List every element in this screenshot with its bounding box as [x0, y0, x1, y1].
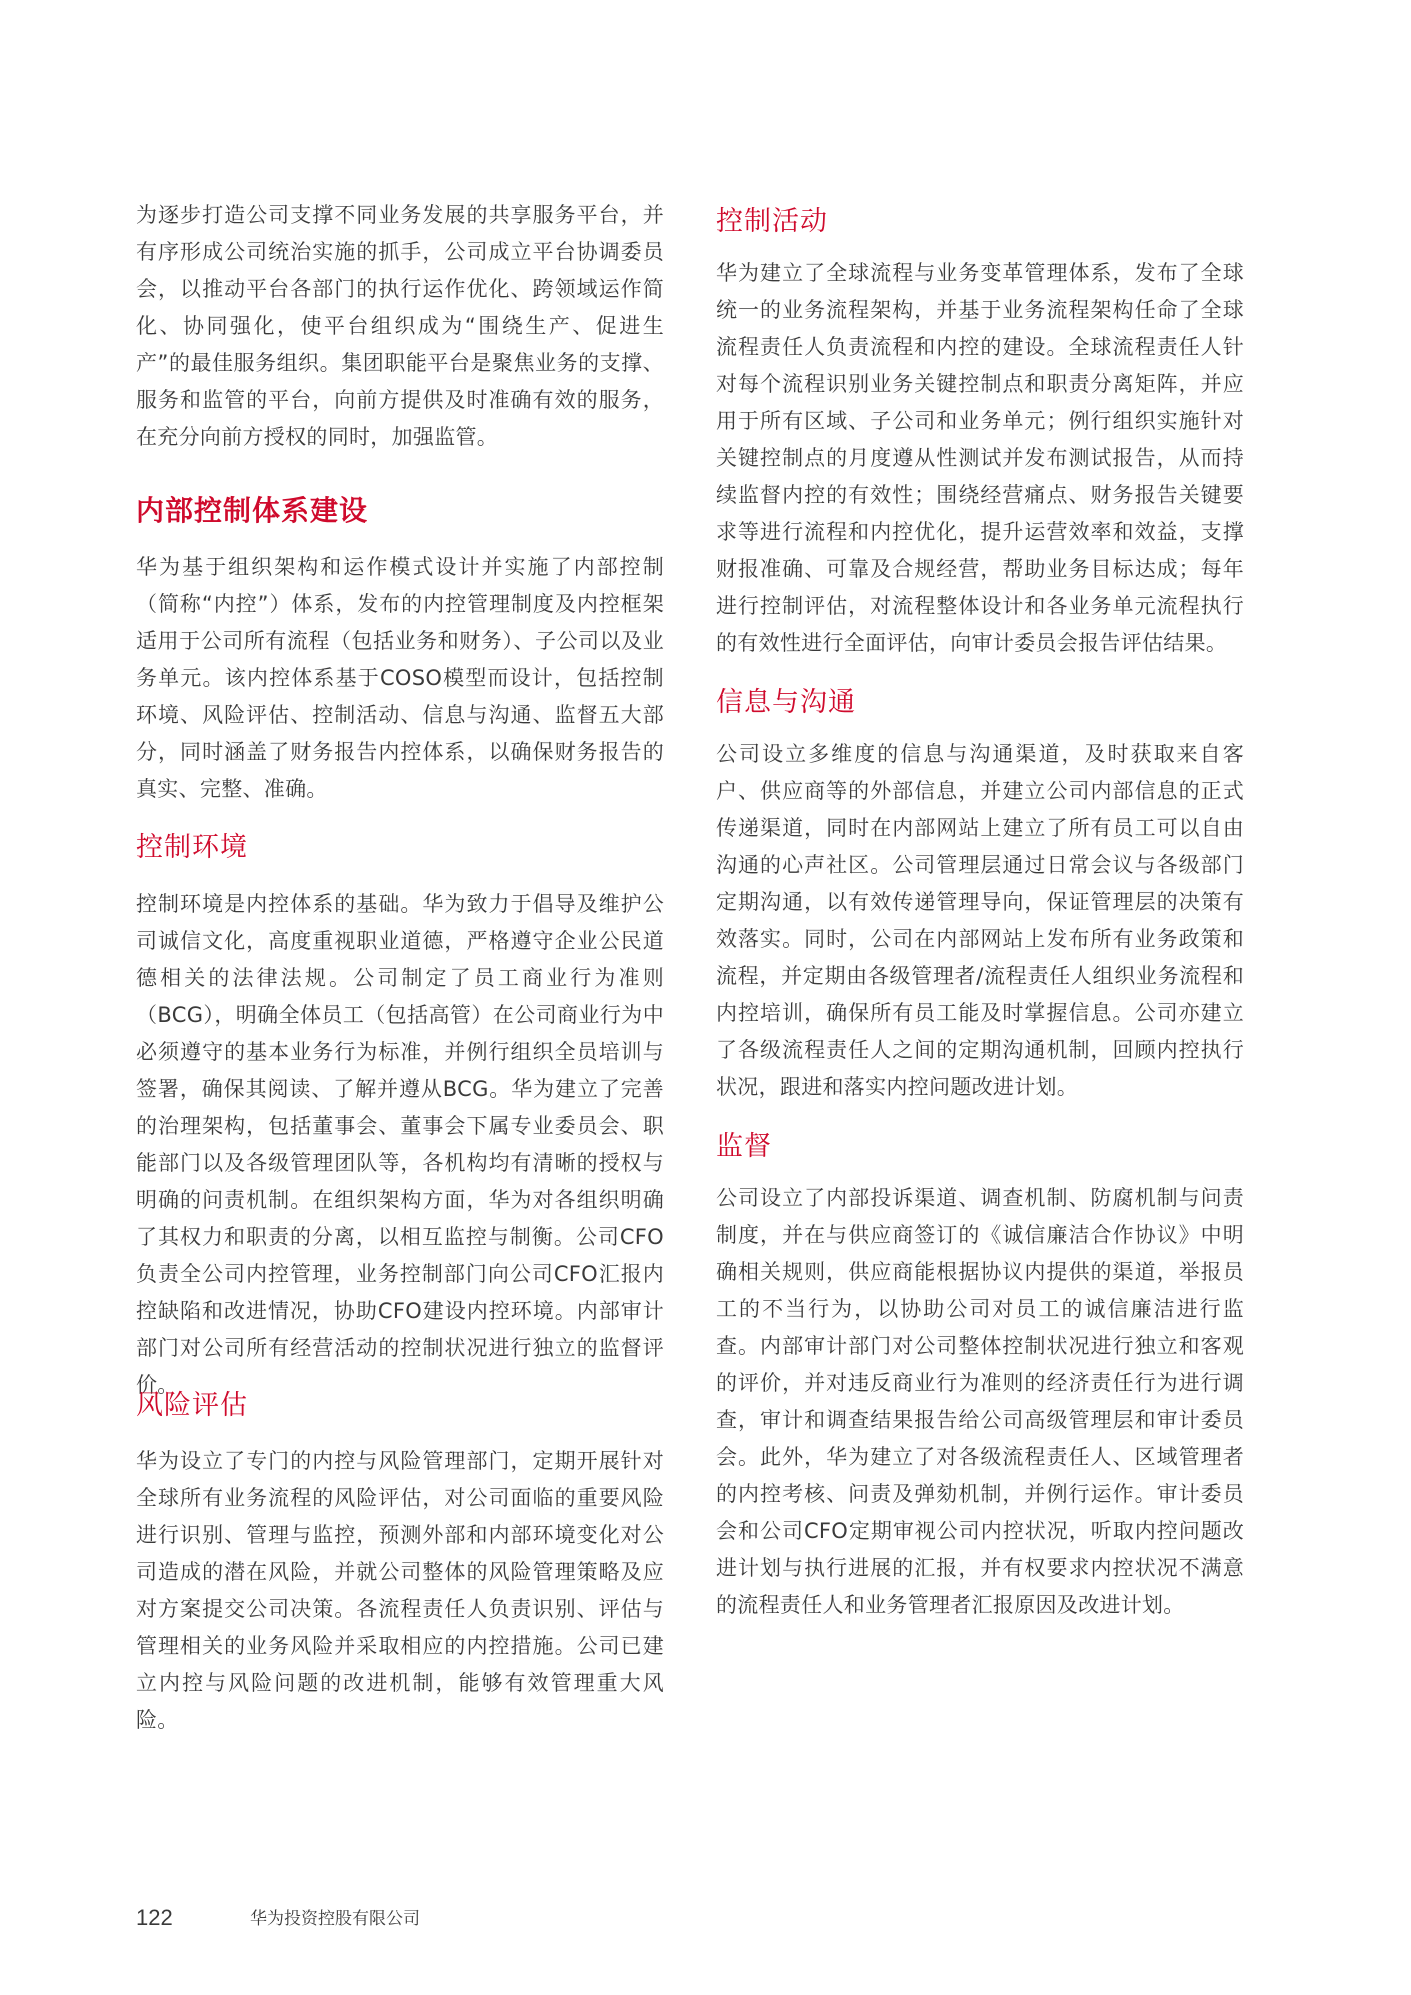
intro-paragraph: 为逐步打造公司支撑不同业务发展的共享服务平台，并有序形成公司统治实施的抓手，公司成立平台协调委员会，以推动平台各部门的执行运作优化、跨领域运作简化、协同强化，使平台组织成为“围绕生产、促进生产”的最佳服务组织。集团职能平台是聚焦业务的支撑、服务和监管的平台，向前方提供及时准确有效的服务，在充分向前方授权的同时，加强监管。 [136, 203, 664, 449]
control-activities-heading-block [716, 202, 1244, 242]
page-number: 122 [136, 1905, 173, 1930]
intro-block [136, 197, 664, 456]
information-communication-paragraph: 公司设立多维度的信息与沟通渠道，及时获取来自客户、供应商等的外部信息，并建立公司内部信息的正式传递渠道，同时在内部网站上建立了所有员工可以自由沟通的心声社区。公司管理层通过日常会议与各级部门定期沟通，以有效传递管理导向，保证管理层的决策有效落实。同时，公司在内部网站上发布所有业务政策和流程，并定期由各级管理者/流程责任人组织业务流程和内控培训，确保所有员工能及时掌握信息。公司亦建立了各级流程责任人之间的定期沟通机制，回顾内控执行状况，跟进和落实内控问题改进计划。 [716, 742, 1244, 1099]
section-heading-control-environment: 控制环境 [136, 832, 248, 863]
information-communication-heading-block [716, 683, 1244, 723]
risk-assessment-body-block [136, 1443, 664, 1739]
control-environment-body-block [136, 886, 664, 1404]
control-activities-body-block [716, 255, 1244, 662]
control-environment-heading-block [136, 828, 664, 868]
supervision-paragraph: 公司设立了内部投诉渠道、调查机制、防腐机制与问责制度，并在与供应商签订的《诚信廉洁合作协议》中明确相关规则，供应商能根据协议内提供的渠道，举报员工的不当行为，以协助公司对员工的诚信廉洁进行监查。内部审计部门对公司整体控制状况进行独立和客观的评价，并对违反商业行为准则的经济责任行为进行调查，审计和调查结果报告给公司高级管理层和审计委员会。此外，华为建立了对各级流程责任人、区域管理者的内控考核、问责及弹劾机制，并例行运作。审计委员会和公司CFO定期审视公司内控状况，听取内控问题改进计划与执行进展的汇报，并有权要求内控状况不满意的流程责任人和业务管理者汇报原因及改进计划。 [716, 1186, 1244, 1617]
internal-control-section [136, 491, 664, 531]
section-heading-internal-control: 内部控制体系建设 [136, 494, 369, 527]
section-heading-risk-assessment: 风险评估 [136, 1390, 248, 1421]
section-heading-information-communication: 信息与沟通 [716, 687, 856, 718]
internal-control-body-block [136, 549, 664, 808]
internal-control-paragraph: 华为基于组织架构和运作模式设计并实施了内部控制（简称“内控”）体系，发布的内控管理制度及内控框架适用于公司所有流程（包括业务和财务）、子公司以及业务单元。该内控体系基于COSO模型而设计，包括控制环境、风险评估、控制活动、信息与沟通、监督五大部分，同时涵盖了财务报告内控体系，以确保财务报告的真实、完整、准确。 [136, 555, 664, 801]
control-environment-paragraph: 控制环境是内控体系的基础。华为致力于倡导及维护公司诚信文化，高度重视职业道德，严格遵守企业公民道德相关的法律法规。公司制定了员工商业行为准则（BCG），明确全体员工（包括高管）在公司商业行为中必须遵守的基本业务行为标准，并例行组织全员培训与签署，确保其阅读、了解并遵从BCG。华为建立了完善的治理架构，包括董事会、董事会下属专业委员会、职能部门以及各级管理团队等，各机构均有清晰的授权与明确的问责机制。在组织架构方面，华为对各组织明确了其权力和职责的分离，以相互监控与制衡。公司CFO负责全公司内控管理，业务控制部门向公司CFO汇报内控缺陷和改进情况，协助CFO建设内控环境。内部审计部门对公司所有经营活动的控制状况进行独立的监督评价。 [136, 892, 664, 1397]
risk-assessment-heading-block [136, 1386, 664, 1426]
information-communication-body-block [716, 736, 1244, 1106]
section-heading-control-activities: 控制活动 [716, 206, 828, 237]
supervision-heading-block [716, 1127, 1244, 1167]
supervision-body-block [716, 1180, 1244, 1624]
risk-assessment-paragraph: 华为设立了专门的内控与风险管理部门，定期开展针对全球所有业务流程的风险评估，对公司面临的重要风险进行识别、管理与监控，预测外部和内部环境变化对公司造成的潜在风险，并就公司整体的风险管理策略及应对方案提交公司决策。各流程责任人负责识别、评估与管理相关的业务风险并采取相应的内控措施。公司已建立内控与风险问题的改进机制，能够有效管理重大风险。 [136, 1449, 664, 1732]
section-heading-supervision: 监督 [716, 1131, 772, 1162]
company-name: 华为投资控股有限公司 [250, 1909, 420, 1929]
control-activities-paragraph: 华为建立了全球流程与业务变革管理体系，发布了全球统一的业务流程架构，并基于业务流程架构任命了全球流程责任人负责流程和内控的建设。全球流程责任人针对每个流程识别业务关键控制点和职责分离矩阵，并应用于所有区域、子公司和业务单元；例行组织实施针对关键控制点的月度遵从性测试并发布测试报告，从而持续监督内控的有效性；围绕经营痛点、财务报告关键要求等进行流程和内控优化，提升运营效率和效益，支撑财报准确、可靠及合规经营，帮助业务目标达成；每年进行控制评估，对流程整体设计和各业务单元流程执行的有效性进行全面评估，向审计委员会报告评估结果。 [716, 261, 1244, 655]
